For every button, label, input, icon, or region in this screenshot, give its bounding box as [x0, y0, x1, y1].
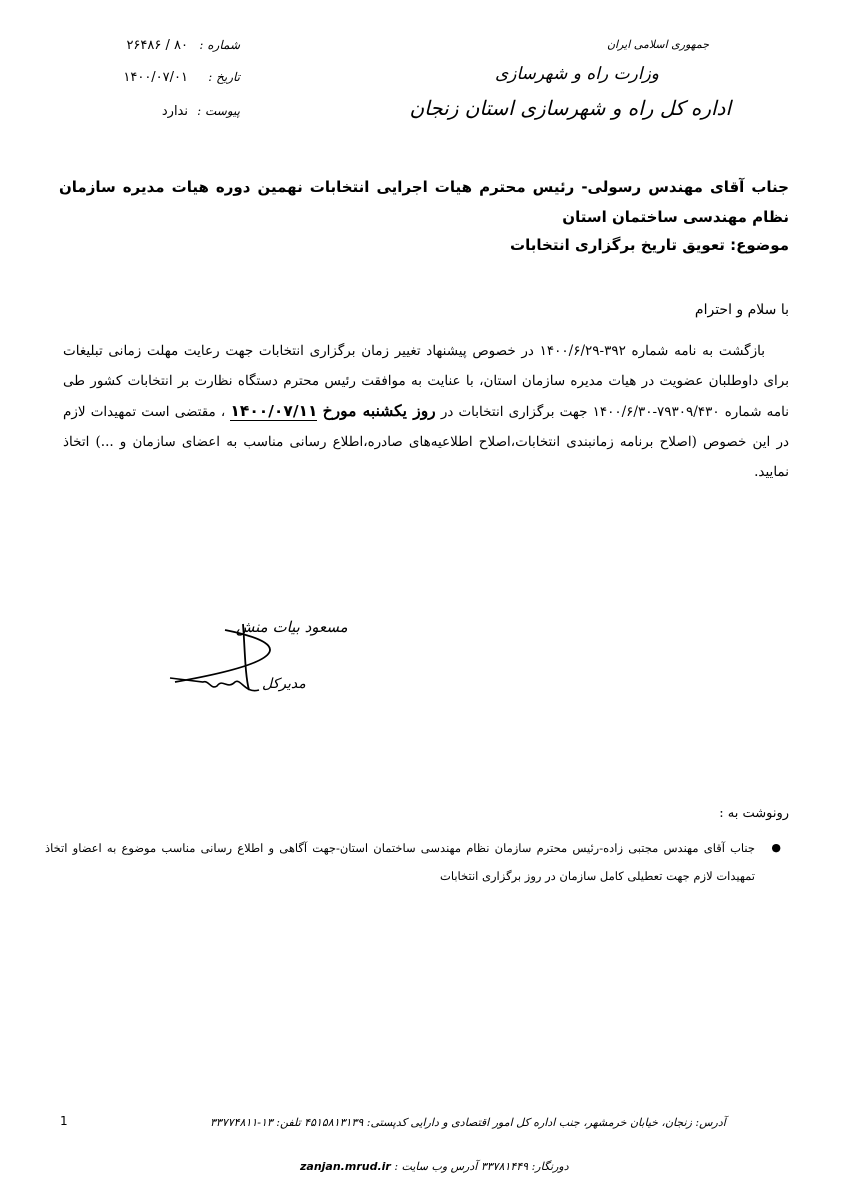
letterhead-country: جمهوری اسلامی ایران — [606, 38, 709, 51]
greeting: با سلام و احترام — [694, 302, 789, 318]
letter-body — [63, 336, 789, 487]
letterhead-ministry: وزارت راه و شهرسازی — [494, 64, 659, 84]
addressee: جناب آقای مهندس رسولی- رئیس محترم هیات اجرایی انتخابات نهمین دوره هیات مدیره سازمان نظام مهندسی ساختمان استان — [59, 178, 789, 226]
signature-name: مسعود بیات منش — [236, 618, 348, 636]
body-highlight-date: ۱۴۰۰/۰۷/۱۱ — [230, 402, 318, 420]
letter-date-label: تاریخ : — [208, 70, 240, 84]
body-highlight: روز یکشنبه مورخ — [322, 401, 436, 420]
letter-number — [60, 38, 240, 56]
body-part-2: ، مقتضی است تمهیدات لازم در این خصوص (اصلاح برنامه زمانبندی انتخابات،اصلاح اطلاعیه‌های صادره،اطلاع رسانی مناسب به اعضای سازمان و ...) اتخاذ نمایید. — [63, 404, 789, 480]
bullet-icon: ● — [771, 841, 781, 854]
cc-item-text: جناب آقای مهندس مجتبی زاده-رئیس محترم سازمان نظام مهندسی ساختمان استان-جهت آگاهی و اطلاع رسانی مناسب موضوع به اعضاو اتخاذ تمهیدات لازم جهت تعطیلی کامل سازمان در روز برگزاری انتخابات — [45, 841, 755, 883]
footer-website-url: zanjan.mrud.ir — [300, 1160, 391, 1173]
letter-attachment-label: پیوست : — [197, 104, 240, 118]
letter-date — [60, 70, 240, 88]
footer-address: آدرس: زنجان، خیابان خرمشهر، جنب اداره کل امور اقتصادی و دارایی کدپستی: ۴۵۱۵۸۱۳۱۳۹ تلفن: ۱۳-۳۳۷۷۴۸۱۱ — [210, 1116, 726, 1129]
footer-website-label: دورنگار: ۳۳۷۸۱۴۴۹ آدرس وب سایت : — [394, 1160, 569, 1173]
body-part-1: بازگشت به نامه شماره ۳۹۲-۱۴۰۰/۶/۲۹ در خصوص پیشنهاد تغییر زمان برگزاری انتخابات جهت رعایت مهلت زمانی تبلیغات برای داوطلبان عضویت در هیات مدیره سازمان استان، با عنایت به موافقت رئیس محترم دستگاه نظارت بر انتخابات کشور طی نامه شماره ۷۹۳۰۹/۴۳۰-۱۴۰۰/۶/۳۰ جهت برگزاری انتخابات در — [63, 343, 790, 420]
signature-title: مدیرکل — [262, 676, 306, 692]
letter-attachment-value: ندارد — [161, 104, 188, 119]
page-number: 1 — [60, 1114, 68, 1128]
cc-title: رونوشت به : — [719, 806, 789, 821]
cc-item — [45, 834, 789, 890]
subject: موضوع: تعویق تاریخ برگزاری انتخابات — [510, 236, 789, 254]
letter-date-value: ۱۴۰۰/۰۷/۰۱ — [123, 70, 188, 85]
letter-number-value: ۸۰ / ۲۶۴۸۶ — [126, 38, 188, 53]
letterhead-office: اداره کل راه و شهرسازی استان زنجان — [409, 96, 731, 120]
letter-attachment — [60, 104, 240, 122]
letter-number-label: شماره : — [199, 38, 240, 52]
footer-website — [300, 1160, 569, 1173]
